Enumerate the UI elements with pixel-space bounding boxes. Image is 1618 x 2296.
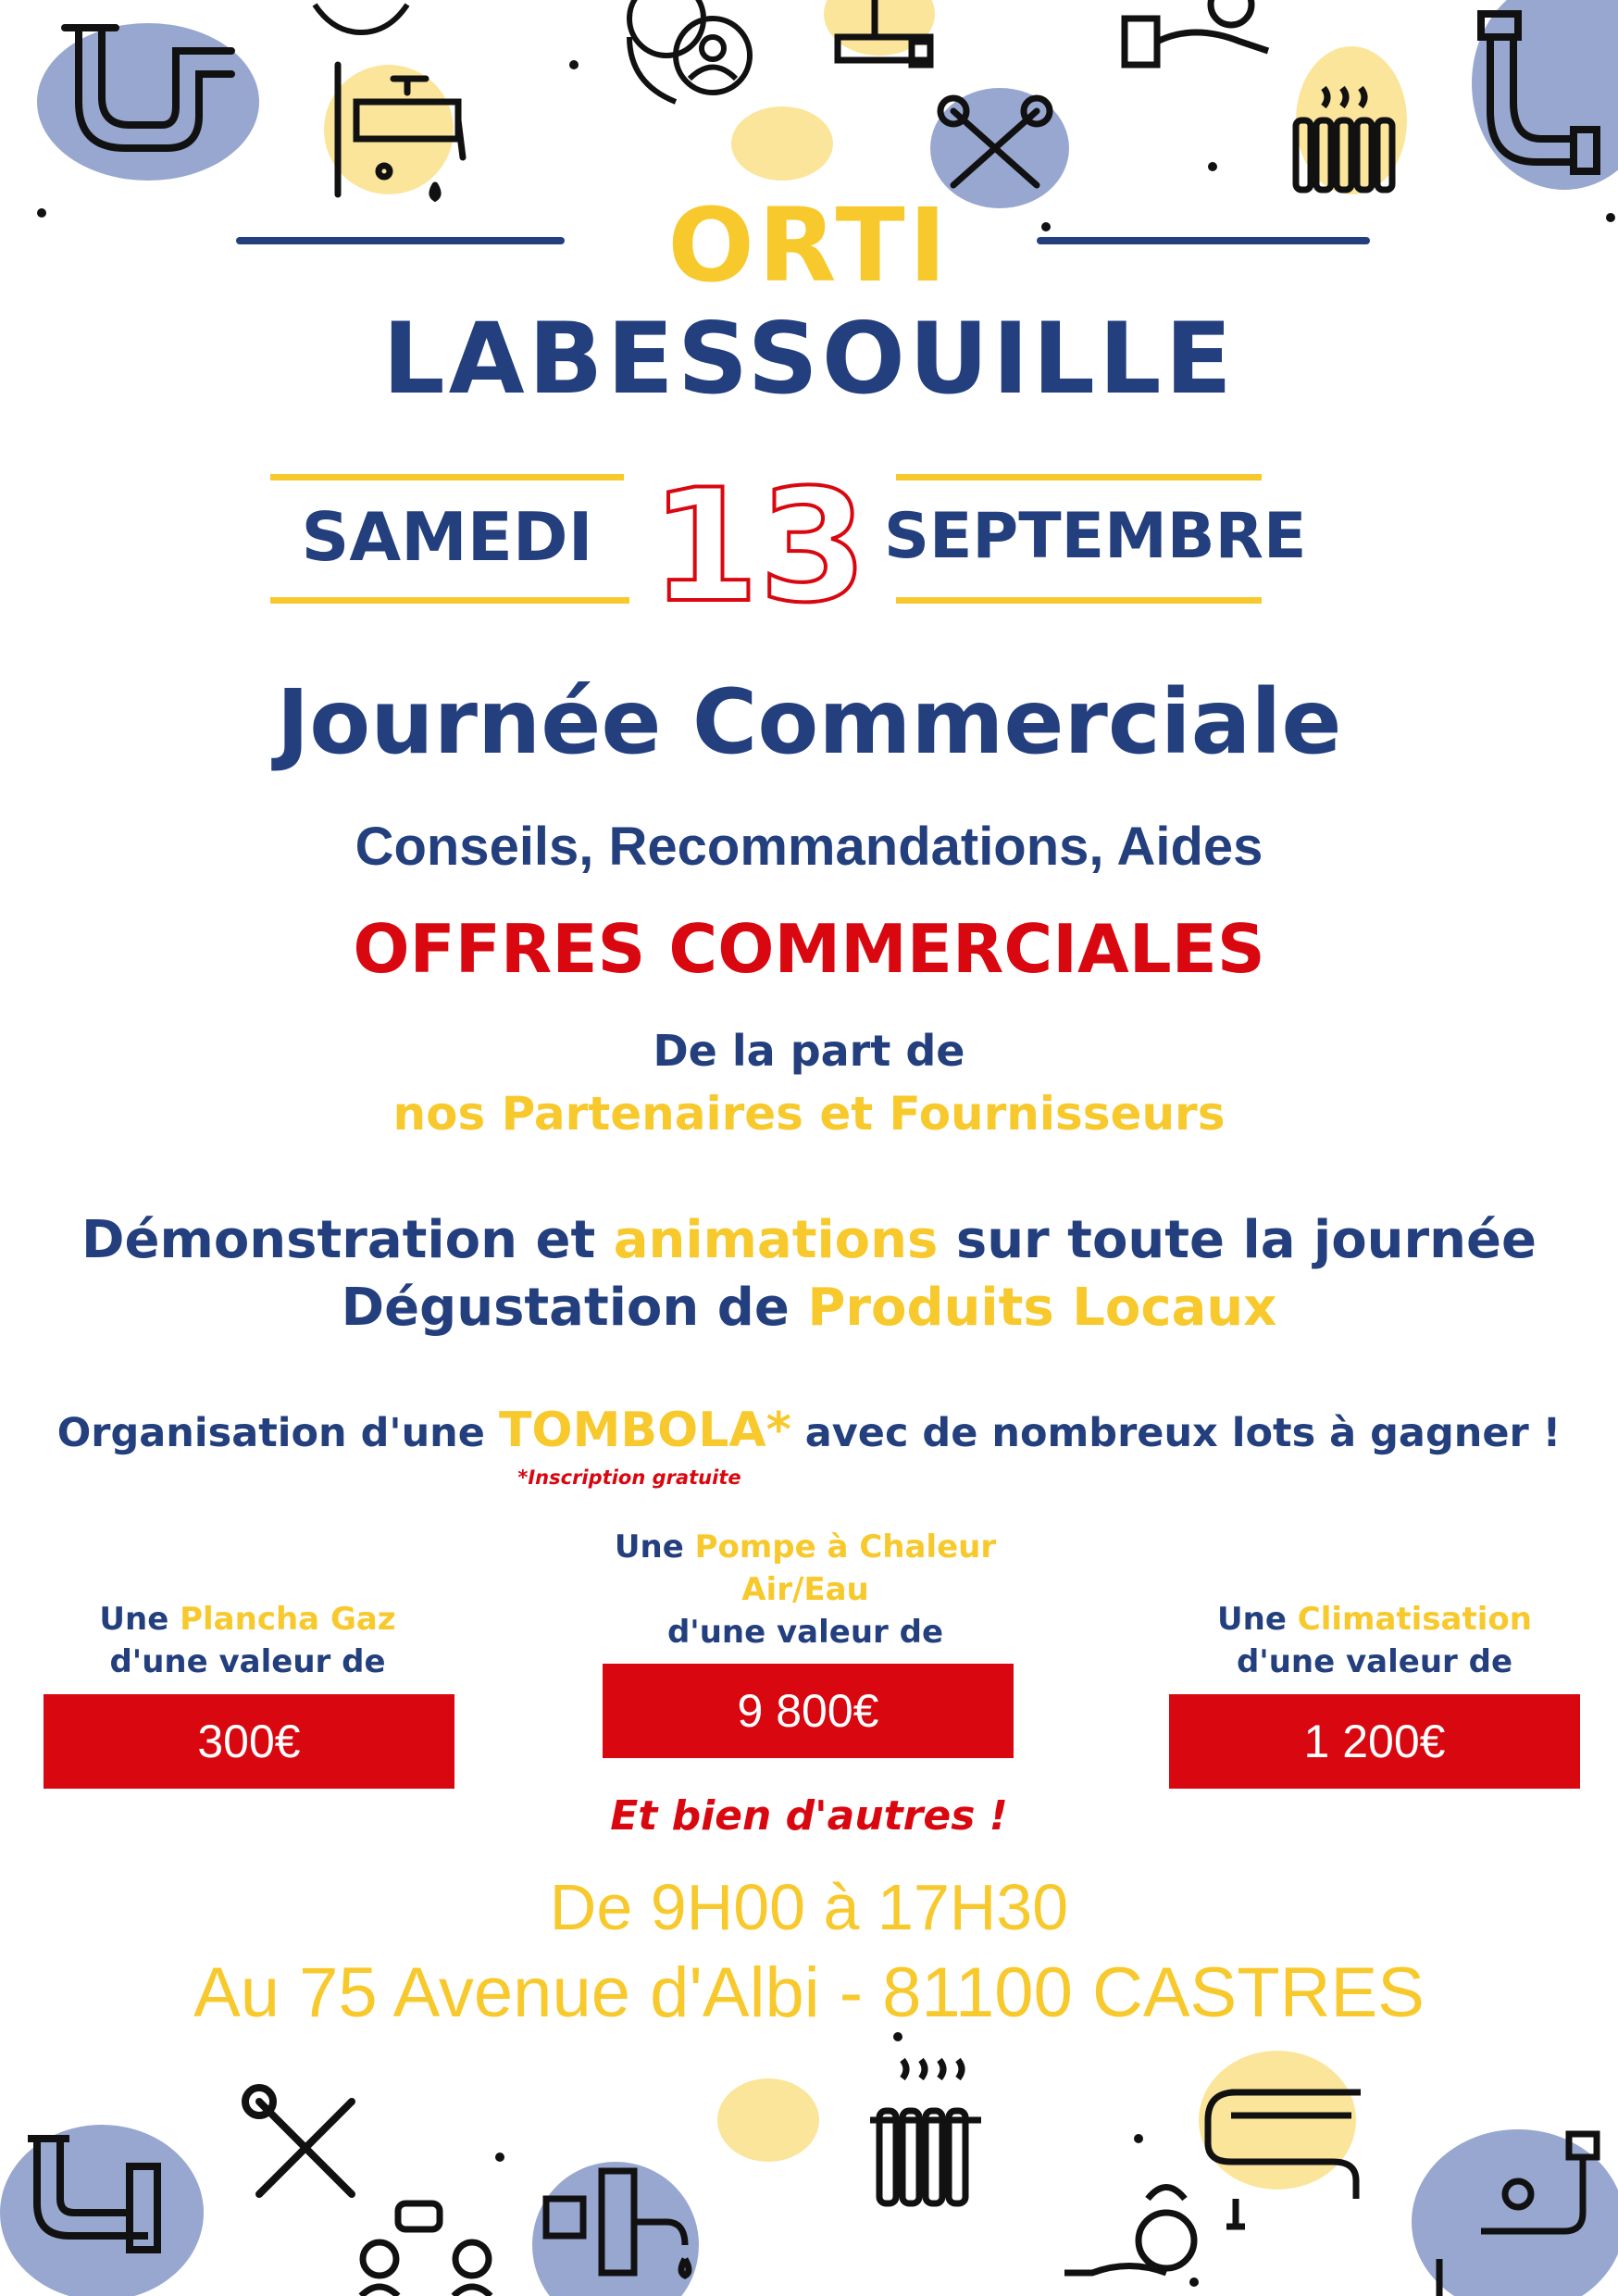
brand-line1: ORTI	[667, 186, 951, 305]
demo-part2: sur toute la journée	[938, 1210, 1537, 1270]
demo-line	[0, 1208, 1618, 1273]
prize-2-name2: Air/Eau	[741, 1571, 869, 1608]
prize-3-prefix: Une	[1217, 1601, 1298, 1638]
decor-dot	[495, 2152, 504, 2162]
prize-2-prefix: Une	[614, 1529, 695, 1566]
address: Au 75 Avenue d'Albi - 81100 CASTRES	[193, 1953, 1425, 2032]
prize-3-value: 1 200€	[1169, 1694, 1580, 1789]
date-rule-bottom-left	[270, 597, 629, 604]
opening-hours: De 9H00 à 17H30	[549, 1871, 1069, 1943]
date-day: SAMEDI	[301, 498, 593, 576]
tombola-line	[0, 1403, 1618, 1461]
decor-blob-blue	[37, 23, 259, 181]
prize-1-value-label: d'une valeur de	[109, 1643, 386, 1680]
decor-blob-yellow	[717, 2078, 819, 2162]
decor-blob-yellow	[1199, 2051, 1356, 2190]
decor-dot	[893, 2032, 902, 2041]
date-rule-top-right	[896, 474, 1262, 480]
hands-icon	[315, 5, 407, 32]
bottom-decoration	[0, 2028, 1618, 2296]
decor-dot	[569, 60, 579, 69]
more-prizes: Et bien d'autres !	[610, 1792, 1008, 1840]
tombola-note: *Inscription gratuite	[517, 1466, 741, 1489]
date-rule-bottom-right	[896, 597, 1262, 604]
partners-line1: De la part de	[653, 1026, 965, 1076]
user-exchange-icon	[629, 0, 750, 102]
prize-3-name: Climatisation	[1297, 1601, 1532, 1638]
brand-line2: LABESSOUILLE	[382, 302, 1236, 416]
demo-highlight: animations	[613, 1210, 939, 1270]
prize-2-label	[583, 1526, 1027, 1653]
prize-2-name: Pompe à Chaleur	[694, 1529, 997, 1566]
date-number: 13	[651, 455, 867, 637]
tombola-part1: Organisation d'une	[56, 1410, 499, 1456]
tasting-part1: Dégustation de	[341, 1278, 808, 1338]
offers-heading: OFFRES COMMERCIALES	[353, 910, 1265, 988]
hand-coin-icon	[1064, 2188, 1194, 2274]
decor-dot	[1208, 162, 1217, 171]
prize-1-prefix: Une	[99, 1601, 180, 1638]
decor-dot	[1189, 2277, 1199, 2287]
decor-blob-yellow	[731, 106, 833, 181]
date-rule-top-left	[270, 474, 624, 480]
date-month: SEPTEMBRE	[884, 500, 1307, 573]
prize-2-value-label: d'une valeur de	[666, 1614, 944, 1651]
team-icon	[361, 2203, 491, 2296]
partners-line2: nos Partenaires et Fournisseurs	[392, 1087, 1226, 1141]
tools-icon	[245, 2088, 352, 2194]
decor-dot	[1134, 2134, 1143, 2143]
radiator-icon	[870, 2060, 981, 2203]
prize-2-value: 9 800€	[603, 1664, 1014, 1758]
event-title: Journée Commerciale	[276, 670, 1342, 774]
prize-3-value-label: d'une valeur de	[1236, 1643, 1513, 1680]
prize-1-value: 300€	[44, 1694, 454, 1789]
prize-1-label	[42, 1598, 454, 1683]
tasting-highlight: Produits Locaux	[807, 1278, 1277, 1338]
prize-3-label	[1166, 1598, 1583, 1683]
tombola-part2: avec de nombreux lots à gagner !	[790, 1410, 1562, 1456]
prize-1-name: Plancha Gaz	[180, 1601, 396, 1638]
event-subtitle: Conseils, Recommandations, Aides	[355, 817, 1263, 877]
tombola-highlight: TOMBOLA*	[498, 1403, 791, 1458]
tasting-line	[0, 1276, 1618, 1341]
hand-coin-icon	[1125, 0, 1268, 65]
demo-part1: Démonstration et	[81, 1210, 614, 1270]
